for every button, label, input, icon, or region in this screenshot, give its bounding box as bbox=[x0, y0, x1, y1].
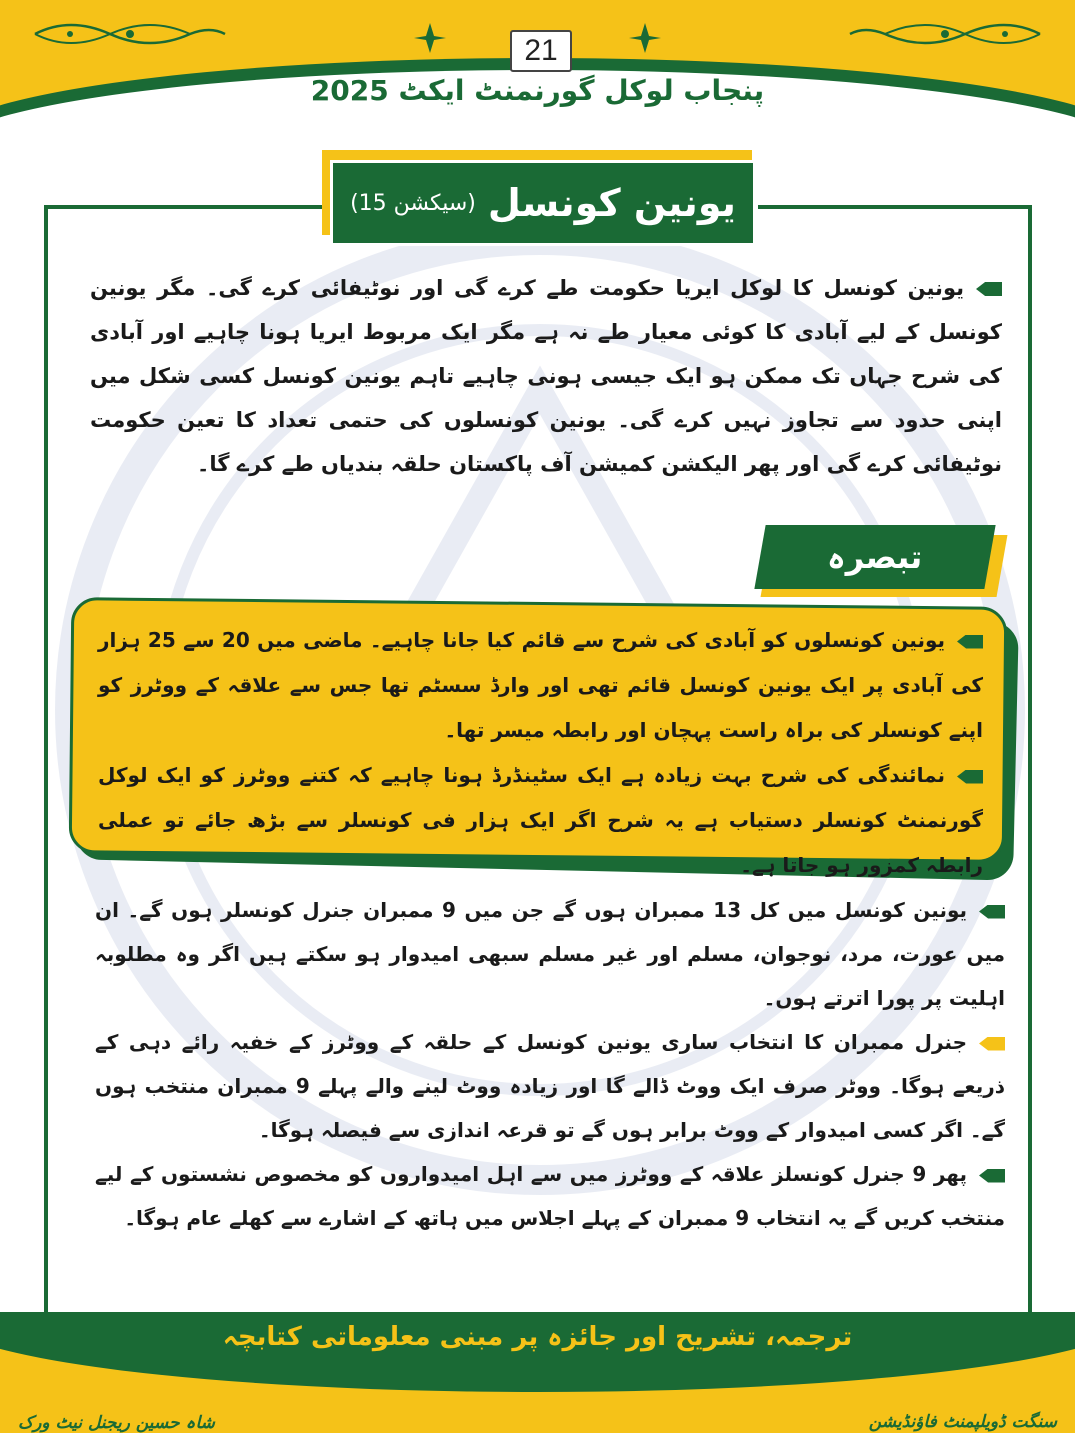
book-title: پنجاب لوکل گورنمنٹ ایکٹ 2025 bbox=[310, 74, 765, 107]
body-points bbox=[95, 888, 1005, 1240]
body-point bbox=[95, 1020, 1005, 1152]
commentary-text bbox=[98, 618, 983, 888]
page-header bbox=[0, 0, 1075, 130]
footer-right-org: سنگت ڈویلپمنٹ فاؤنڈیشن bbox=[868, 1412, 1057, 1432]
fleur-ornament-icon bbox=[400, 18, 460, 58]
left-ornament-icon bbox=[30, 14, 230, 54]
arrow-bullet-icon bbox=[957, 635, 983, 649]
commentary-point bbox=[98, 753, 983, 888]
footer-left-org: شاہ حسین ریجنل نیٹ ورک bbox=[18, 1413, 215, 1433]
arrow-bullet-icon bbox=[976, 282, 1002, 296]
body-point bbox=[95, 1152, 1005, 1240]
body-point bbox=[95, 888, 1005, 1020]
right-ornament-icon bbox=[845, 14, 1045, 54]
frame-top-line bbox=[758, 205, 1028, 209]
commentary-heading: تبصرہ bbox=[827, 538, 923, 576]
frame-top-line bbox=[44, 205, 324, 209]
intro-paragraph bbox=[90, 266, 1002, 486]
commentary-heading-bg bbox=[754, 525, 995, 589]
section-title-box bbox=[330, 160, 756, 246]
body-point-text: جنرل ممبران کا انتخاب ساری یونین کونسل کے حلقہ کے ووٹرز کے خفیہ رائے دہی کے ذریعے ہوگا۔ ووٹر صرف ایک ووٹ ڈالے گا اور زیادہ ووٹ لینے والے پہلے 9 ممبران منتخب ہوں گے۔ اگر کسی امیدوار کے ووٹ برابر ہوں گے تو قرعہ اندازی سے فیصلہ ہوگا۔ bbox=[95, 1030, 1005, 1142]
commentary-point-text: نمائندگی کی شرح بہت زیادہ ہے ایک سٹینڈرڈ ہونا چاہیے کہ کتنے ووٹرز کو ایک لوکل گورنمنٹ کونسلر دستیاب ہے یہ شرح اگر ایک ہزار فی کونسلر سے بڑھ جائے تو عملی رابطہ کمزور ہو جاتا ہے۔ bbox=[98, 763, 983, 877]
arrow-bullet-icon bbox=[979, 905, 1005, 919]
page-footer bbox=[0, 1312, 1075, 1433]
fleur-ornament-icon bbox=[615, 18, 675, 58]
page-number: 21 bbox=[510, 30, 572, 72]
body-point-text: پھر 9 جنرل کونسلز علاقہ کے ووٹرز میں سے اہل امیدواروں کو مخصوص نشستوں کے لیے منتخب کریں گے یہ انتخاب 9 ممبران کے پہلے اجلاس میں ہاتھ کے اشارے سے کھلے عام ہوگا۔ bbox=[95, 1162, 1005, 1230]
commentary-point-text: یونین کونسلوں کو آبادی کی شرح سے قائم کیا جانا چاہیے۔ ماضی میں 20 سے 25 ہزار کی آبادی پر ایک یونین کونسل قائم تھی اور وارڈ سسٹم تھا جس سے علاقہ کے ووٹرز کو اپنے کونسلر کی براہ راست پہچان اور رابطہ میسر تھا۔ bbox=[98, 628, 983, 742]
section-subtitle: (سیکشن 15) bbox=[350, 190, 476, 216]
arrow-bullet-icon bbox=[957, 770, 983, 784]
section-title: یونین کونسل bbox=[487, 181, 736, 225]
body-point-text: یونین کونسل میں کل 13 ممبران ہوں گے جن میں 9 ممبران جنرل کونسلر ہوں گے۔ ان میں عورت، مرد، نوجوان، مسلم اور غیر مسلم سبھی امیدوار ہو سکتے ہیں اگر وہ مطلوبہ اہلیت پر پورا اترتے ہوں۔ bbox=[95, 898, 1005, 1010]
commentary-point bbox=[98, 618, 983, 753]
commentary-heading-box bbox=[760, 525, 1000, 595]
footer-title: ترجمہ، تشریح اور جائزہ پر مبنی معلوماتی کتابچہ bbox=[222, 1322, 853, 1352]
intro-text: یونین کونسل کا لوکل ایریا حکومت طے کرے گی اور نوٹیفائی کرے گی۔ مگر یونین کونسل کے لیے آبادی کا کوئی معیار طے نہ ہے مگر ایک مربوط ایریا ہونا چاہیے اور آبادی کی شرح جہاں تک ممکن ہو ایک جیسی ہونی چاہیے تاہم یونین کونسل کسی شکل میں اپنی حدود سے تجاوز نہیں کرے گی۔ یونین کونسلوں کی حتمی تعداد کا تعین حکومت نوٹیفائی کرے گی اور پھر الیکشن کمیشن آف پاکستان حلقہ بندیاں طے کرے گا۔ bbox=[90, 276, 1002, 476]
arrow-bullet-icon bbox=[979, 1037, 1005, 1051]
arrow-bullet-icon bbox=[979, 1169, 1005, 1183]
